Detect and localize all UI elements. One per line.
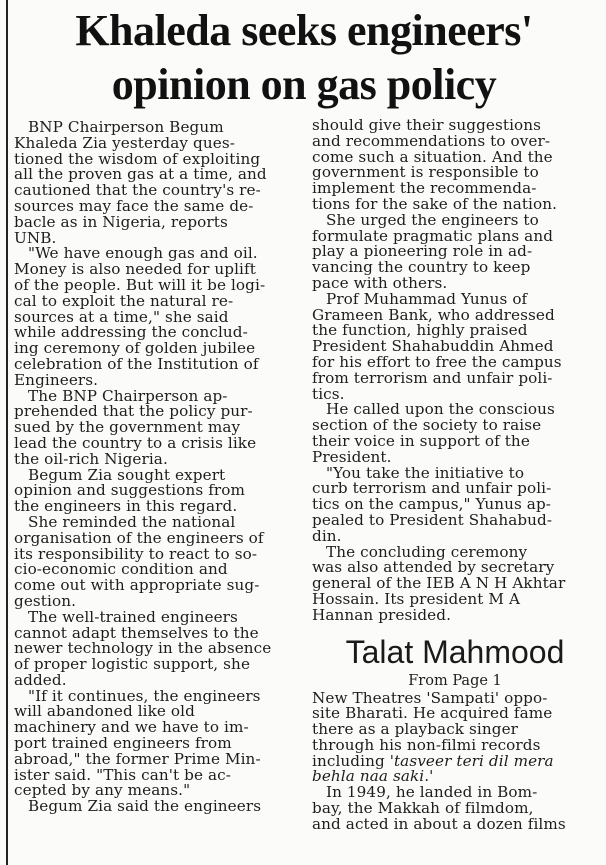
line-text: BNP Chairperson Begum [28,118,224,136]
line-text: including [312,751,390,770]
line-text: general of the IEB A N H Akhtar [312,574,566,593]
line-text: come such a situation. And the [312,147,553,166]
line-text: their voice in support of the [312,431,530,450]
line-text: Begum Zia said the engineers [28,797,262,816]
text-line [312,814,598,833]
line-text: Hannan presided. [312,605,452,624]
line-text: the oil-rich Nigeria. [14,449,168,468]
line-text: pace with others. [312,273,448,292]
line-text: added. [14,670,67,689]
line-text: government is responsible to [312,163,539,182]
text-line [312,510,598,529]
line-text: will abandoned like old [14,702,195,721]
line-text: celebration of the Institution of [14,354,259,373]
line-text: of the people. But will it be logi- [14,275,266,294]
sidebar-story-body [312,688,598,833]
text-line [312,368,598,387]
headline-line-1: Khaleda seeks engineers' [75,6,533,55]
line-text: lead the country to a crisis like [14,433,257,452]
line-text: site Bharati. He acquired fame [312,704,553,723]
line-text: Begum Zia sought expert [28,465,226,484]
line-text: gestion. [14,591,77,610]
line-text: abroad," the former Prime Min- [14,749,261,768]
line-text: cio-economic condition and [14,560,228,579]
line-text: tioned the wisdom of exploiting [14,149,261,168]
line-text: curb terrorism and unfair poli- [312,479,552,498]
text-line [312,605,598,624]
line-text: din. [312,526,342,545]
line-text: UNB. [14,228,57,247]
line-text: In 1949, he landed in Bom- [326,783,538,802]
line-text: pealed to President Shahabud- [312,510,553,529]
headline-line-2: opinion on gas policy [111,60,497,109]
line-text: Engineers. [14,370,99,389]
line-text: opinion and suggestions from [14,481,246,500]
line-text: Money is also needed for uplift [14,260,256,279]
line-text: cannot adapt themselves to the [14,623,259,642]
line-text: all the proven gas at a time, and [14,165,267,184]
line-text: while addressing the conclud- [14,323,248,342]
line-text: New Theatres 'Sampati' oppo- [312,688,548,707]
line-text: President Shahabuddin Ahmed [312,337,554,356]
line-text: come out with appropriate sug- [14,576,260,595]
line-text: Prof Muhammad Yunus of [326,289,528,308]
line-text: and acted in about a dozen films [312,814,566,833]
line-text: The BNP Chairperson ap- [28,386,228,405]
song-title: behla naa saki.' [312,767,434,786]
line-text: play a pioneering role in ad- [312,242,533,261]
line-text: prehended that the policy pur- [14,402,253,421]
sidebar-story-dateline: From Page 1 [408,672,502,689]
song-title: 'tasveer teri dil mera [389,751,554,770]
line-text: tics. [312,384,345,403]
line-text: section of the society to raise [312,416,542,435]
line-text: ister said. "This can't be ac- [14,765,231,784]
line-text: The concluding ceremony [326,542,528,561]
line-text: its responsibility to react to so- [14,544,258,563]
line-text: The well-trained engineers [28,607,238,626]
line-text: Khaleda Zia yesterday ques- [14,133,235,152]
line-text: was also attended by secretary [312,558,555,577]
line-text: Hossain. Its president M A [312,589,521,608]
line-text: "You take the initiative to [326,463,525,482]
line-text: "If it continues, the engineers [28,686,261,705]
line-text: sued by the government may [14,418,241,437]
line-text: President. [312,447,392,466]
line-text: newer technology in the absence [14,639,272,658]
article-column-right [312,118,598,833]
line-text: She reminded the national [28,512,236,531]
line-text: She urged the engineers to [326,210,539,229]
line-text: organisation of the engineers of [14,528,264,547]
line-text: cautioned that the country's re- [14,181,261,200]
line-text: and recommendations to over- [312,131,551,150]
line-text: bacle as in Nigeria, reports [14,212,228,231]
line-text: vancing the country to keep [312,258,531,277]
line-text: implement the recommenda- [312,179,537,198]
column-rule [6,0,8,865]
line-text: formulate pragmatic plans and [312,226,554,245]
line-text: tions for the sake of the nation. [312,194,558,213]
line-text: cepted by any means." [14,781,191,800]
line-text: Grameen Bank, who addressed [312,305,555,324]
line-text: from terrorism and unfair poli- [312,368,553,387]
line-text: machinery and we have to im- [14,718,249,737]
line-text: through his non-filmi records [312,735,541,754]
line-text: for his effort to free the campus [312,352,562,371]
text-line [14,799,296,815]
line-text: the function, highly praised [312,321,528,340]
sidebar-story-title: Talat Mahmood [345,633,565,670]
line-text: should give their suggestions [312,116,542,134]
line-text: "We have enough gas and oil. [28,244,258,263]
article-headline [8,4,600,112]
line-text: sources at a time," she said [14,307,229,326]
line-text: of proper logistic support, she [14,655,251,674]
line-text: the engineers in this regard. [14,497,238,516]
line-text: tics on the campus," Yunus ap- [312,495,552,514]
line-text: cal to exploit the natural re- [14,291,234,310]
article-continuation [312,118,598,624]
line-text: bay, the Makkah of filmdom, [312,799,534,818]
line-text: ing ceremony of golden jubilee [14,339,256,358]
line-text: there as a playback singer [312,720,519,739]
line-text: sources may face the same de- [14,196,254,215]
line-text: port trained engineers from [14,734,232,753]
line-text: He called upon the conscious [326,400,555,419]
article-column-left [14,120,296,815]
